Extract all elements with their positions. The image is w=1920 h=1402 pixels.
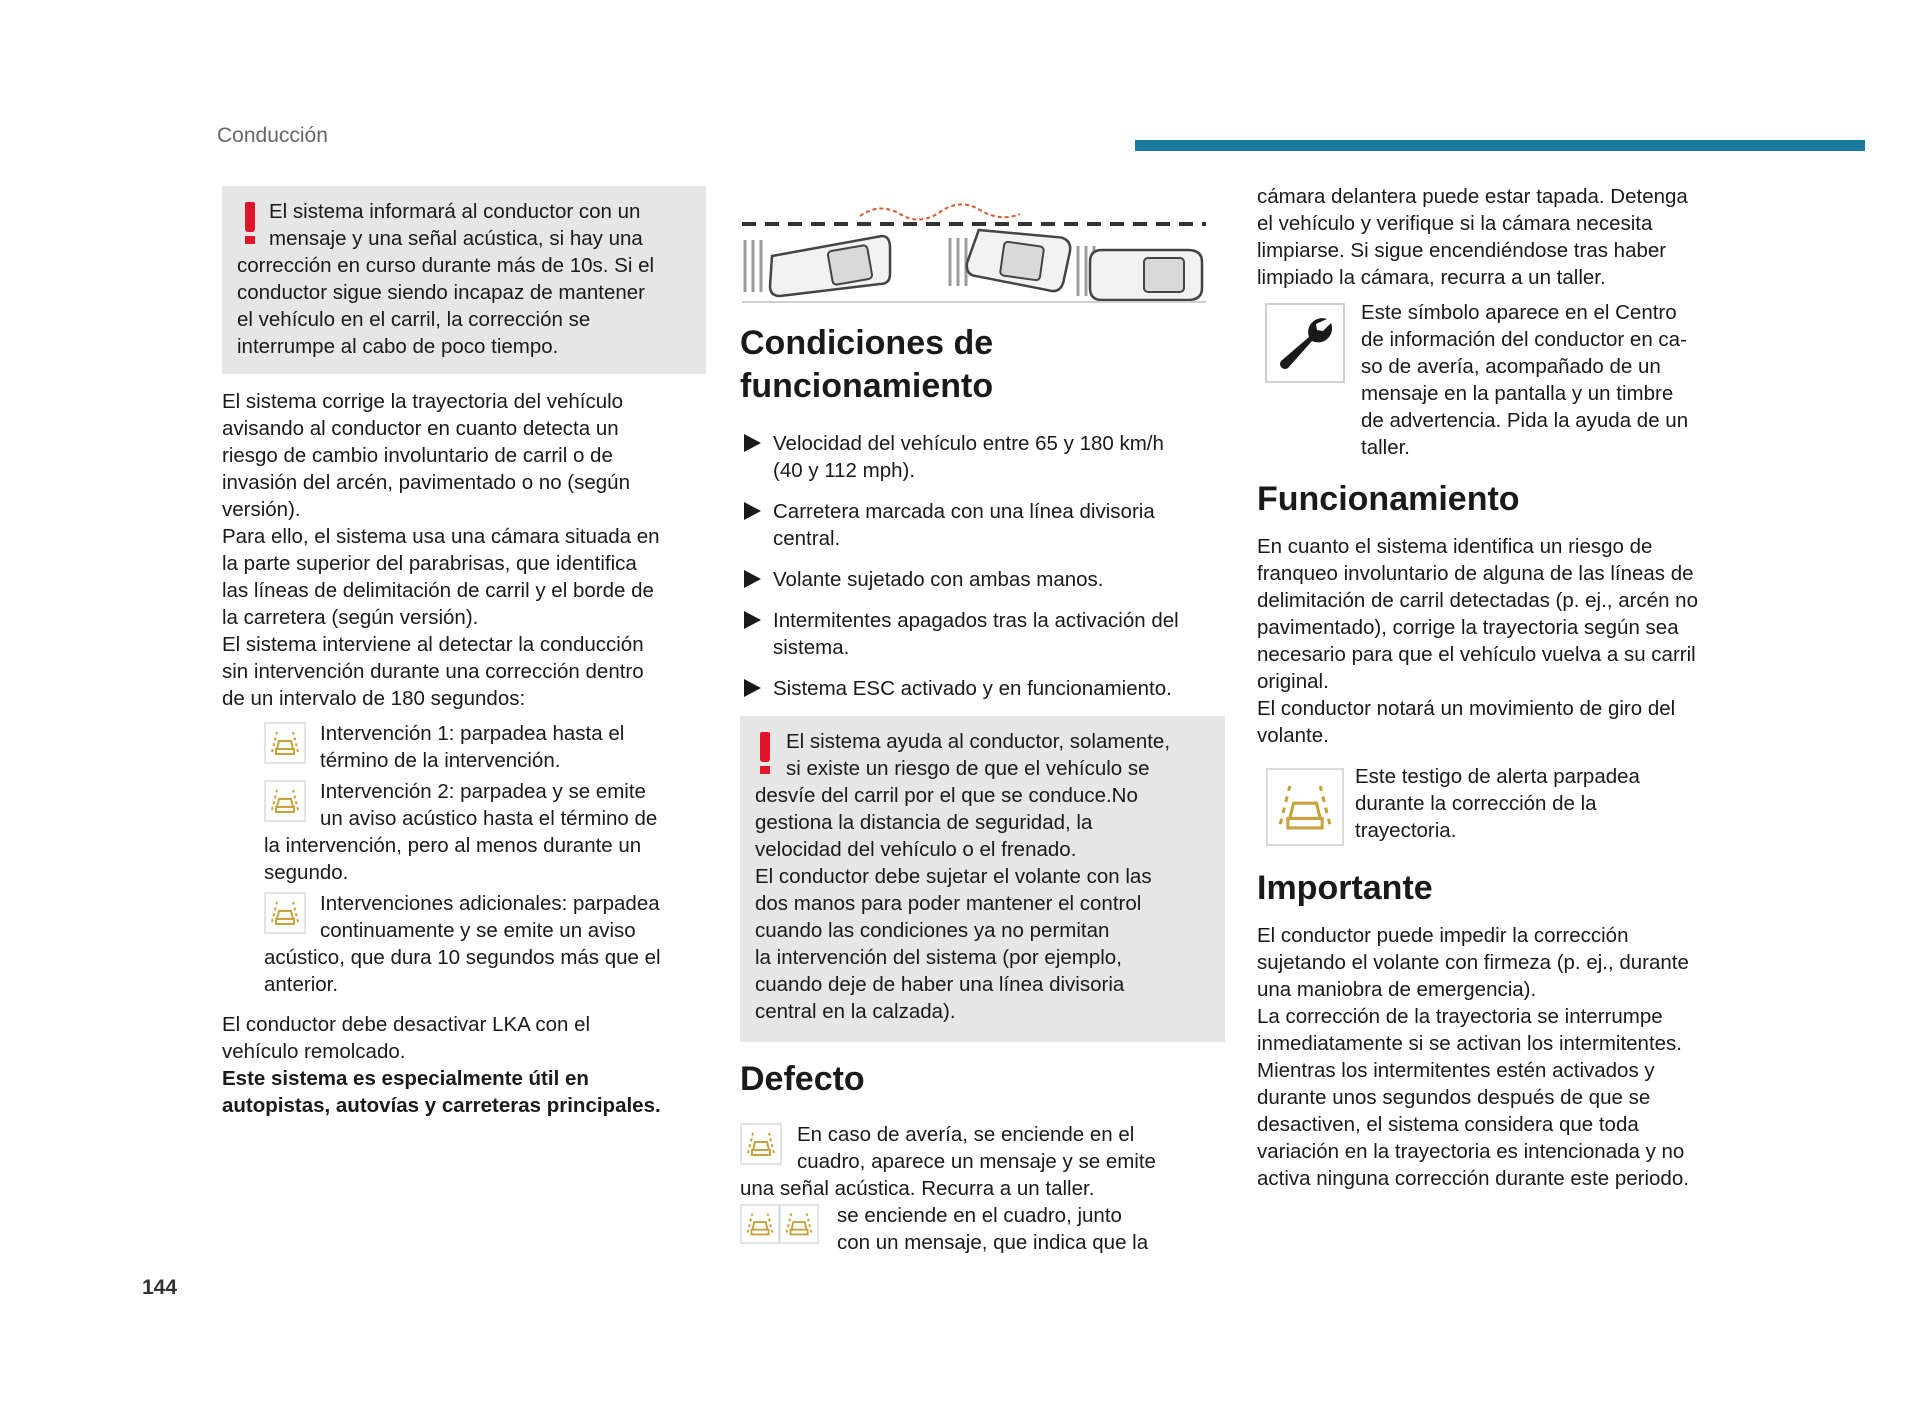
- condition-item: [740, 498, 1225, 552]
- intervention-item: [264, 720, 706, 774]
- body-line: Para ello, el sistema usa una cámara situada en: [222, 525, 660, 548]
- continued-paragraph: [1257, 183, 1757, 291]
- condition-line: central.: [773, 527, 841, 550]
- closing-paragraph: [222, 1011, 706, 1119]
- operation-line: pavimentado), corrige la trayectoria según sea: [1257, 616, 1679, 639]
- warning-line: conductor sigue siendo incapaz de mantener: [237, 281, 645, 304]
- conditions-title-line: funcionamiento: [740, 367, 994, 405]
- important-line: inmediatamente si se activan los intermitentes.: [1257, 1032, 1683, 1055]
- operation-line: original.: [1257, 670, 1329, 693]
- important-line: durante unos segundos después de que se: [1257, 1086, 1651, 1109]
- warning-line: el vehículo en el carril, la corrección se: [237, 308, 591, 331]
- warning-box: [740, 716, 1225, 1042]
- symbol-line: Este símbolo aparece en el Centro: [1361, 301, 1677, 324]
- lamp-line: durante la corrección de la: [1355, 792, 1597, 815]
- intervention-line: acústico, que dura 10 segundos más que el: [264, 946, 661, 969]
- condition-item: [740, 675, 1225, 702]
- continued-line: el vehículo y verifique si la cámara necesita: [1257, 212, 1653, 235]
- closing-bold-line: autopistas, autovías y carreteras principales.: [222, 1094, 661, 1117]
- wrench-icon: [1265, 303, 1345, 383]
- conditions-list: [740, 430, 1225, 702]
- condition-item: [740, 607, 1225, 661]
- condition-line: sistema.: [773, 636, 850, 659]
- symbol-line: mensaje en la pantalla y un timbre: [1361, 382, 1674, 405]
- continued-line: limpiarse. Si sigue encendiéndose tras haber: [1257, 239, 1667, 262]
- defect-line: se enciende en el cuadro, junto: [837, 1204, 1122, 1227]
- important-line: variación en la trayectoria es intencionada y no: [1257, 1140, 1685, 1163]
- defect-paragraph: [740, 1121, 1225, 1202]
- body-line: riesgo de cambio involuntario de carril o de: [222, 444, 613, 467]
- warning-line: desvíe del carril por el que se conduce.No: [755, 784, 1138, 807]
- body-line: avisando al conductor en cuanto detecta un: [222, 417, 619, 440]
- condition-item: [740, 430, 1225, 484]
- intervention-line: segundo.: [264, 861, 349, 884]
- condition-line: Volante sujetado con ambas manos.: [773, 568, 1104, 591]
- condition-line: Intermitentes apagados tras la activación del: [773, 609, 1179, 632]
- lane-keep-assist-icon: [740, 1204, 780, 1244]
- intervention-line: Intervenciones adicionales: parpadea: [320, 892, 660, 915]
- lane-keep-assist-icon: [1265, 767, 1345, 847]
- symbol-line: so de avería, acompañado de un: [1361, 355, 1661, 378]
- intervention-item: [264, 890, 706, 998]
- intervention-line: anterior.: [264, 973, 339, 996]
- body-line: El sistema interviene al detectar la conducción: [222, 633, 644, 656]
- symbol-line: taller.: [1361, 436, 1410, 459]
- intervention-line: Intervención 2: parpadea y se emite: [320, 780, 646, 803]
- warning-line: si existe un riesgo de que el vehículo se: [786, 757, 1150, 780]
- warning-line: central en la calzada).: [755, 1000, 956, 1023]
- continued-line: cámara delantera puede estar tapada. Detenga: [1257, 185, 1688, 208]
- lamp-line: trayectoria.: [1355, 819, 1457, 842]
- conditions-title: [740, 322, 1225, 408]
- triangle-bullet-icon: [744, 679, 761, 697]
- triangle-bullet-icon: [744, 502, 761, 520]
- condition-item: [740, 566, 1225, 593]
- warning-line: gestiona la distancia de seguridad, la: [755, 811, 1093, 834]
- exclamation-warning-icon: [245, 202, 255, 244]
- warning-line: velocidad del vehículo o el frenado.: [755, 838, 1077, 861]
- lamp-line: Este testigo de alerta parpadea: [1355, 765, 1640, 788]
- column-right: [1257, 183, 1757, 1192]
- lane-keep-assist-icon: [264, 780, 306, 822]
- operation-line: En cuanto el sistema identifica un riesgo de: [1257, 535, 1653, 558]
- important-line: una maniobra de emergencia).: [1257, 978, 1537, 1001]
- warning-line: El sistema informará al conductor con un: [269, 200, 641, 223]
- intervention-line: la intervención, pero al menos durante un: [264, 834, 642, 857]
- warning-line: cuando las condiciones ya no permitan: [755, 919, 1110, 942]
- condition-line: Velocidad del vehículo entre 65 y 180 km/h: [773, 432, 1164, 455]
- important-line: Mientras los intermitentes estén activados y: [1257, 1059, 1655, 1082]
- section-title: Conducción: [217, 124, 328, 147]
- important-title: Importante: [1257, 869, 1433, 907]
- condition-line: (40 y 112 mph).: [773, 459, 916, 482]
- important-line: El conductor puede impedir la corrección: [1257, 924, 1629, 947]
- intervention-line: Intervención 1: parpadea hasta el: [320, 722, 625, 745]
- operation-line: volante.: [1257, 724, 1329, 747]
- warning-line: corrección en curso durante más de 10s. Si el: [237, 254, 655, 277]
- triangle-bullet-icon: [744, 434, 761, 452]
- warning-line: la intervención del sistema (por ejemplo,: [755, 946, 1122, 969]
- page-number: 144: [142, 1276, 178, 1299]
- defect-line: En caso de avería, se enciende en el: [797, 1123, 1135, 1146]
- body-line: de un intervalo de 180 segundos:: [222, 687, 526, 710]
- section-accent-bar: [1135, 140, 1865, 151]
- closing-line: vehículo remolcado.: [222, 1040, 406, 1063]
- defect-title: Defecto: [740, 1060, 865, 1098]
- lane-keep-assist-icon: [740, 1123, 782, 1165]
- defect-line: una señal acústica. Recurra a un taller.: [740, 1177, 1095, 1200]
- triangle-bullet-icon: [744, 570, 761, 588]
- intervention-line: continuamente y se emite un aviso: [320, 919, 636, 942]
- warning-line: El sistema ayuda al conductor, solamente,: [786, 730, 1171, 753]
- operation-paragraph: [1257, 533, 1757, 749]
- symbol-line: de advertencia. Pida la ayuda de un: [1361, 409, 1689, 432]
- warning-line: El conductor debe sujetar el volante con las: [755, 865, 1152, 888]
- operation-title: Funcionamiento: [1257, 480, 1520, 518]
- body-line: la parte superior del parabrisas, que identifica: [222, 552, 637, 575]
- conditions-title-line: Condiciones de: [740, 324, 994, 362]
- warning-line: dos manos para poder mantener el control: [755, 892, 1142, 915]
- lane-keep-assist-icon: [264, 722, 306, 764]
- symbol-line: de información del conductor en ca-: [1361, 328, 1687, 351]
- lane-keep-assist-icon: [264, 892, 306, 934]
- closing-bold-line: Este sistema es especialmente útil en: [222, 1067, 589, 1090]
- lane-correction-illustration: [740, 196, 1210, 304]
- lamp-note: [1257, 763, 1757, 847]
- warning-line: cuando deje de haber una línea divisoria: [755, 973, 1125, 996]
- intervention-line: término de la intervención.: [320, 749, 561, 772]
- body-line: versión).: [222, 498, 301, 521]
- exclamation-warning-icon: [760, 732, 770, 774]
- important-line: activa ninguna corrección durante este periodo.: [1257, 1167, 1689, 1190]
- operation-line: El conductor notará un movimiento de giro del: [1257, 697, 1676, 720]
- defect-line: con un mensaje, que indica que la: [837, 1231, 1149, 1254]
- lane-keep-assist-icon: [779, 1204, 819, 1244]
- body-line: las líneas de delimitación de carril y el borde de: [222, 579, 654, 602]
- intervention-item: [264, 778, 706, 886]
- warning-line: interrumpe al cabo de poco tiempo.: [237, 335, 559, 358]
- important-line: La corrección de la trayectoria se interrumpe: [1257, 1005, 1663, 1028]
- defect-line: cuadro, aparece un mensaje y se emite: [797, 1150, 1156, 1173]
- condition-line: Sistema ESC activado y en funcionamiento.: [773, 677, 1172, 700]
- column-middle: [740, 322, 1225, 1256]
- defect-paragraph-2: [740, 1202, 1225, 1256]
- body-line: El sistema corrige la trayectoria del vehículo: [222, 390, 624, 413]
- condition-line: Carretera marcada con una línea divisoria: [773, 500, 1155, 523]
- body-line: invasión del arcén, pavimentado o no (según: [222, 471, 630, 494]
- body-paragraph: [222, 388, 706, 712]
- warning-box: [222, 186, 706, 374]
- operation-line: necesario para que el vehículo vuelva a su carril: [1257, 643, 1696, 666]
- warning-line: mensaje y una señal acústica, si hay una: [269, 227, 643, 250]
- wrench-symbol-note: [1257, 299, 1757, 461]
- operation-line: delimitación de carril detectadas (p. ej., arcén no: [1257, 589, 1698, 612]
- body-line: la carretera (según versión).: [222, 606, 479, 629]
- intervention-line: un aviso acústico hasta el término de: [320, 807, 658, 830]
- important-line: sujetando el volante con firmeza (p. ej., durante: [1257, 951, 1689, 974]
- operation-line: franqueo involuntario de alguna de las líneas de: [1257, 562, 1694, 585]
- interventions-list: [222, 720, 706, 998]
- closing-line: El conductor debe desactivar LKA con el: [222, 1013, 591, 1036]
- important-line: desactiven, el sistema considera que toda: [1257, 1113, 1639, 1136]
- continued-line: limpiado la cámara, recurra a un taller.: [1257, 266, 1606, 289]
- column-left: [222, 186, 706, 1119]
- important-paragraph: [1257, 922, 1757, 1192]
- body-line: sin intervención durante una corrección dentro: [222, 660, 644, 683]
- triangle-bullet-icon: [744, 611, 761, 629]
